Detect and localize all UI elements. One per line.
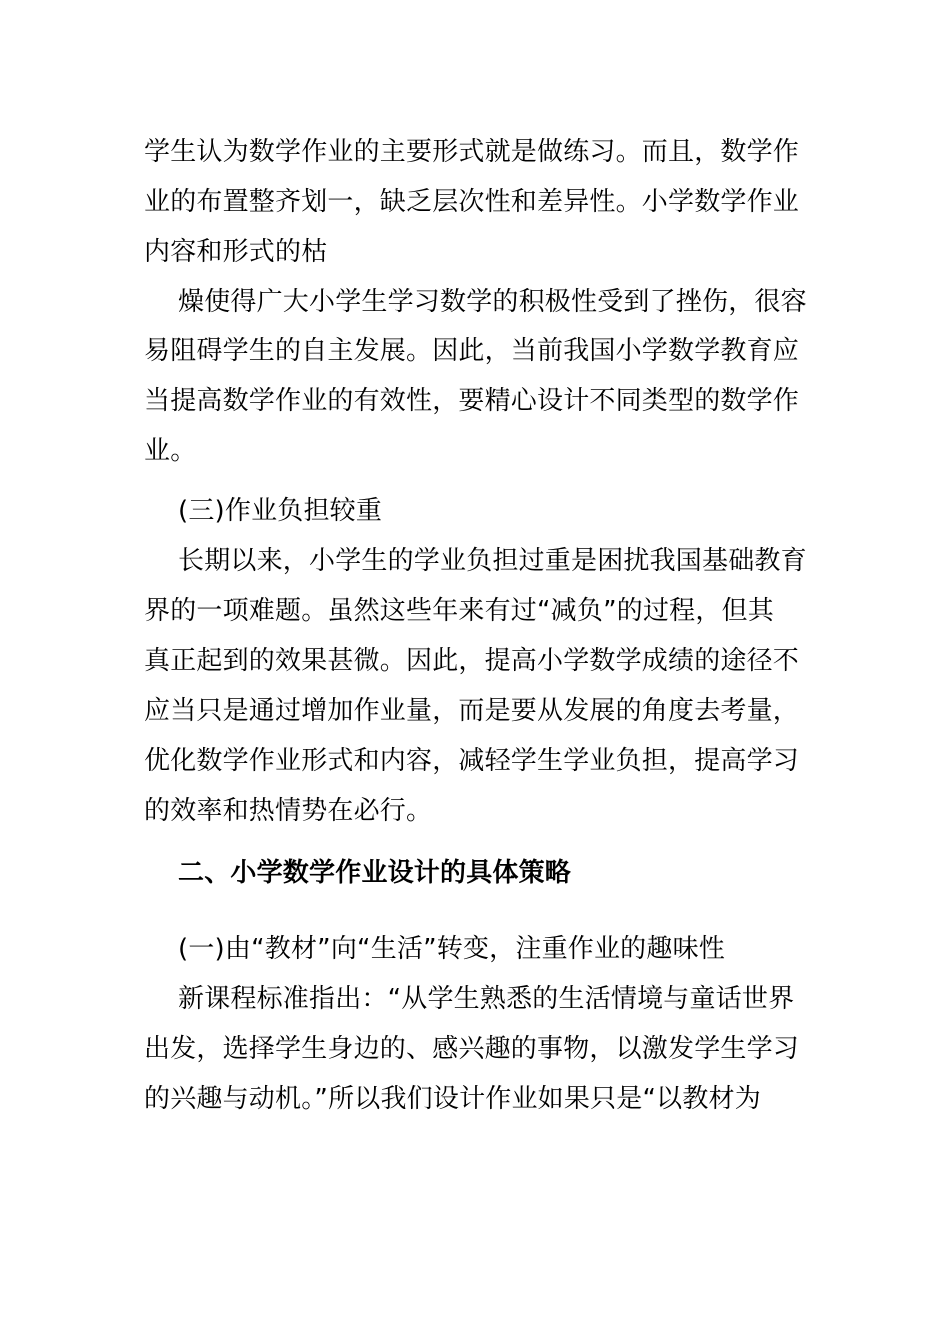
paragraph-line: 业的布置整齐划一，缺乏层次性和差异性。小学数学作业 <box>144 187 800 217</box>
paragraph-line: 内容和形式的枯 <box>144 237 328 267</box>
paragraph-line: 的效率和热情势在必行。 <box>144 796 433 826</box>
paragraph-line: 新课程标准指出：“从学生熟悉的生活情境与童话世界 <box>178 984 795 1014</box>
paragraph-line: 真正起到的效果甚微。因此，提高小学数学成绩的途径不 <box>144 646 800 676</box>
chapter-heading: 二、小学数学作业设计的具体策略 <box>178 858 572 888</box>
paragraph-line: 优化数学作业形式和内容，减轻学生学业负担，提高学习 <box>144 746 800 776</box>
section-heading: (三)作业负担较重 <box>178 496 383 526</box>
paragraph-line: 界的一项难题。虽然这些年来有过“减负”的过程，但其 <box>144 596 774 626</box>
paragraph-line: 出发，选择学生身边的、感兴趣的事物，以激发学生学习 <box>144 1034 800 1064</box>
paragraph-line: 长期以来，小学生的学业负担过重是困扰我国基础教育 <box>178 546 807 576</box>
paragraph-line: 燥使得广大小学生学习数学的积极性受到了挫伤，很容 <box>178 287 807 317</box>
section-heading: (一)由“教材”向“生活”转变，注重作业的趣味性 <box>178 934 725 964</box>
paragraph-line: 业。 <box>144 436 197 466</box>
paragraph-line: 应当只是通过增加作业量，而是要从发展的角度去考量， <box>144 696 800 726</box>
paragraph-line: 学生认为数学作业的主要形式就是做练习。而且，数学作 <box>144 137 800 167</box>
paragraph-line: 易阻碍学生的自主发展。因此，当前我国小学数学教育应 <box>144 336 800 366</box>
paragraph-line: 当提高数学作业的有效性，要精心设计不同类型的数学作 <box>144 386 800 416</box>
paragraph-line: 的兴趣与动机。”所以我们设计作业如果只是“以教材为 <box>144 1084 761 1114</box>
